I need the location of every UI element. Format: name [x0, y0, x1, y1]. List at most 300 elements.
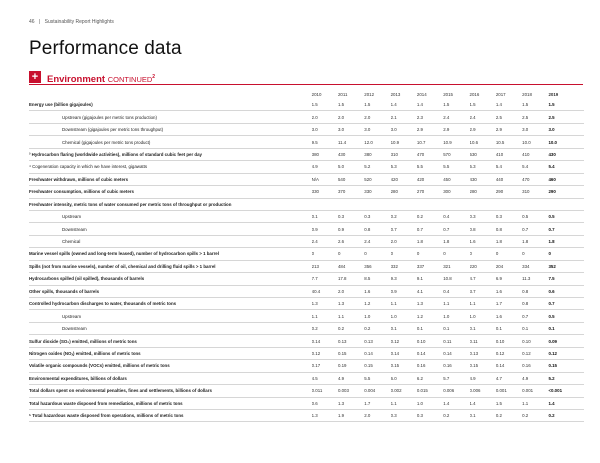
- value-cell: 280: [391, 186, 417, 198]
- value-cell: 0.12: [312, 347, 338, 359]
- value-cell: 5.5: [364, 372, 390, 384]
- value-cell: 1.1: [312, 310, 338, 322]
- value-cell: 484: [338, 260, 364, 272]
- value-cell: 0.2: [548, 409, 584, 421]
- value-cell: 0.14: [417, 347, 443, 359]
- value-cell: 0.3: [391, 409, 417, 421]
- value-cell: 1.3: [312, 298, 338, 310]
- value-cell: 2.4: [312, 235, 338, 247]
- value-cell: 1.4: [417, 99, 443, 111]
- value-cell: N/A: [312, 173, 338, 185]
- value-cell: 470: [522, 173, 548, 185]
- row-label: ⁵ Total hazardous waste disposed from operations, millions of metric tons: [29, 409, 312, 421]
- value-cell: 0.10: [522, 335, 548, 347]
- value-cell: 2.0: [364, 409, 390, 421]
- value-cell: 5.0: [338, 161, 364, 173]
- label-column-header: [29, 90, 312, 99]
- value-cell: 0.3: [417, 409, 443, 421]
- value-cell: 300: [443, 186, 469, 198]
- value-cell: [522, 198, 548, 210]
- value-cell: 5.4: [496, 161, 522, 173]
- row-label: Freshwater consumption, millions of cubic meters: [29, 186, 312, 198]
- value-cell: 1.0: [364, 310, 390, 322]
- value-cell: 1.6: [496, 285, 522, 297]
- value-cell: 4.9: [470, 372, 496, 384]
- value-cell: 2.5: [522, 111, 548, 123]
- table-row: [29, 198, 584, 210]
- value-cell: 330: [364, 186, 390, 198]
- value-cell: 0.3: [364, 210, 390, 222]
- value-cell: 0.8: [522, 285, 548, 297]
- year-header-2014: 2014: [416, 92, 427, 97]
- value-cell: 2.4: [364, 235, 390, 247]
- value-cell: 0.9: [338, 223, 364, 235]
- table-row: [29, 223, 584, 235]
- value-cell: 0.14: [391, 347, 417, 359]
- value-cell: 1.9: [338, 409, 364, 421]
- value-cell: 9.3: [391, 273, 417, 285]
- table-row: [29, 347, 584, 359]
- value-cell: [417, 198, 443, 210]
- table-row: [29, 397, 584, 409]
- row-label: ³ Hydrocarbon flaring (worldwide activities), millions of standard cubic feet per day: [29, 148, 312, 160]
- value-cell: 332: [391, 260, 417, 272]
- value-cell: 1.3: [338, 298, 364, 310]
- table-row: [29, 235, 584, 247]
- value-cell: 0.2: [338, 322, 364, 334]
- value-cell: 0.12: [522, 347, 548, 359]
- value-cell: 5.5: [417, 161, 443, 173]
- value-cell: 5.3: [391, 161, 417, 173]
- value-cell: 0.13: [364, 335, 390, 347]
- value-cell: 290: [496, 186, 522, 198]
- value-cell: 270: [417, 186, 443, 198]
- row-label: Other spills, thousands of barrels: [29, 285, 312, 297]
- year-header-2018: 2018: [522, 92, 532, 97]
- value-cell: 204: [496, 260, 522, 272]
- value-cell: 4.1: [417, 285, 443, 297]
- table-row: [29, 210, 584, 222]
- year-header-2017: 2017: [495, 92, 506, 97]
- year-header-2019: 2019: [548, 92, 559, 97]
- value-cell: 1.1: [470, 298, 496, 310]
- value-cell: 0.14: [364, 347, 390, 359]
- value-cell: 0.13: [338, 335, 364, 347]
- value-cell: 0.4: [443, 285, 469, 297]
- value-cell: 5.5: [443, 161, 469, 173]
- value-cell: 2.1: [391, 111, 417, 123]
- value-cell: 0.002: [391, 385, 417, 397]
- value-cell: 0.5: [522, 210, 548, 222]
- value-cell: 2.0: [338, 285, 364, 297]
- value-cell: 1.5: [470, 99, 496, 111]
- value-cell: 2.3: [417, 111, 443, 123]
- value-cell: 0.2: [312, 322, 338, 334]
- value-cell: 0.004: [364, 385, 390, 397]
- section-continued-label: CONTINUED: [107, 75, 153, 85]
- value-cell: 7.5: [548, 273, 584, 285]
- value-cell: 213: [312, 260, 338, 272]
- value-cell: 0.19: [338, 360, 364, 372]
- table-row: [29, 99, 584, 111]
- value-cell: 0.14: [312, 335, 338, 347]
- row-label: Controlled hydrocarbon discharges to water, thousands of metric tons: [29, 298, 312, 310]
- value-cell: 0.2: [391, 210, 417, 222]
- row-label: Upstream (gigajoules per metric tons production): [29, 111, 312, 123]
- value-cell: 570: [443, 148, 469, 160]
- value-cell: 0.9: [312, 223, 338, 235]
- value-cell: [496, 198, 522, 210]
- table-row: [29, 310, 584, 322]
- row-label: ⁴ Cogeneration capacity in which we have interest, gigawatts: [29, 161, 312, 173]
- value-cell: 450: [443, 173, 469, 185]
- value-cell: 0.4: [443, 210, 469, 222]
- value-cell: 0.7: [391, 223, 417, 235]
- value-cell: 470: [417, 148, 443, 160]
- value-cell: 440: [496, 173, 522, 185]
- value-cell: 1.6: [364, 285, 390, 297]
- value-cell: 0: [417, 248, 443, 260]
- value-cell: 0.7: [522, 223, 548, 235]
- value-cell: 10.0: [522, 136, 548, 148]
- value-cell: 0: [548, 248, 584, 260]
- value-cell: 4.9: [312, 161, 338, 173]
- value-cell: 0: [496, 248, 522, 260]
- value-cell: 420: [417, 173, 443, 185]
- table-row: [29, 273, 584, 285]
- value-cell: 1.0: [443, 310, 469, 322]
- table-row: [29, 409, 584, 421]
- value-cell: 2.0: [364, 111, 390, 123]
- value-cell: 1.5: [338, 99, 364, 111]
- value-cell: 4.9: [338, 372, 364, 384]
- value-cell: 0.1: [417, 322, 443, 334]
- expand-plus-icon[interactable]: +: [29, 71, 41, 83]
- value-cell: 0.011: [312, 385, 338, 397]
- performance-data-table: [29, 90, 584, 422]
- value-cell: 0: [338, 248, 364, 260]
- value-cell: 0.8: [496, 223, 522, 235]
- value-cell: [338, 198, 364, 210]
- value-cell: 1.1: [522, 397, 548, 409]
- value-cell: 0.3: [338, 210, 364, 222]
- value-cell: 2.9: [443, 123, 469, 135]
- value-cell: 0.2: [522, 409, 548, 421]
- value-cell: 0: [391, 248, 417, 260]
- value-cell: 5.4: [522, 161, 548, 173]
- value-cell: 0.09: [548, 335, 584, 347]
- value-cell: 1.3: [338, 397, 364, 409]
- value-cell: 0.13: [470, 347, 496, 359]
- value-cell: 0.16: [417, 360, 443, 372]
- value-cell: 0.2: [417, 210, 443, 222]
- table-row: [29, 186, 584, 198]
- value-cell: 0.7: [548, 223, 584, 235]
- value-cell: 2.4: [443, 111, 469, 123]
- value-cell: 0.8: [470, 223, 496, 235]
- value-cell: 1.4: [443, 397, 469, 409]
- value-cell: 0.1: [443, 322, 469, 334]
- value-cell: 0.7: [548, 298, 584, 310]
- value-cell: 3.0: [548, 123, 584, 135]
- table-row: [29, 148, 584, 160]
- value-cell: 0: [364, 248, 390, 260]
- value-cell: 1.3: [312, 409, 338, 421]
- row-label: Chemical: [29, 235, 312, 247]
- table-row: [29, 248, 584, 260]
- value-cell: 0: [470, 248, 496, 260]
- table-row: [29, 111, 584, 123]
- value-cell: 1.0: [391, 310, 417, 322]
- value-cell: 1.5: [496, 397, 522, 409]
- table-row: [29, 372, 584, 384]
- value-cell: 0.9: [391, 285, 417, 297]
- value-cell: 0.14: [496, 360, 522, 372]
- year-header-2010: 2010: [311, 92, 322, 97]
- value-cell: 0.16: [522, 360, 548, 372]
- year-header-2016: 2016: [469, 92, 480, 97]
- value-cell: 6.0: [391, 372, 417, 384]
- row-label: Total dollars spent on environmental penalties, fines and settlements, billions of dollars: [29, 385, 312, 397]
- value-cell: 0.5: [548, 210, 584, 222]
- value-cell: 0.6: [312, 397, 338, 409]
- value-cell: 0.3: [496, 210, 522, 222]
- value-cell: 1.8: [548, 235, 584, 247]
- section-title-text: Environment: [47, 74, 106, 86]
- value-cell: 10.0: [548, 136, 584, 148]
- value-cell: 2.6: [338, 235, 364, 247]
- value-cell: 1.5: [364, 99, 390, 111]
- value-cell: 10.7: [417, 136, 443, 148]
- row-label: Volatile organic compounds (VOCs) emitted, millions of metric tons: [29, 360, 312, 372]
- value-cell: 2.4: [470, 111, 496, 123]
- value-cell: 10.5: [496, 136, 522, 148]
- value-cell: 1.4: [496, 99, 522, 111]
- row-label: Upstream: [29, 210, 312, 222]
- row-label: Freshwater withdrawn, millions of cubic meters: [29, 173, 312, 185]
- value-cell: 520: [364, 173, 390, 185]
- value-cell: 0.7: [443, 223, 469, 235]
- value-cell: 0.1: [312, 210, 338, 222]
- value-cell: 8.5: [364, 273, 390, 285]
- value-cell: 0.14: [443, 347, 469, 359]
- value-cell: 1.0: [470, 310, 496, 322]
- value-cell: 0.1: [470, 322, 496, 334]
- row-label: Total hazardous waste disposed from remediation, millions of metric tons: [29, 397, 312, 409]
- row-label: Downstream: [29, 322, 312, 334]
- value-cell: 3.0: [391, 123, 417, 135]
- value-cell: 410: [522, 148, 548, 160]
- value-cell: 310: [522, 186, 548, 198]
- value-cell: 310: [391, 148, 417, 160]
- value-cell: 5.2: [548, 372, 584, 384]
- value-cell: 280: [470, 186, 496, 198]
- value-cell: 2.5: [496, 111, 522, 123]
- value-cell: 0.15: [548, 360, 584, 372]
- value-cell: 1.3: [417, 298, 443, 310]
- value-cell: 6.9: [496, 273, 522, 285]
- value-cell: 1.5: [312, 99, 338, 111]
- section-title: [47, 71, 155, 86]
- value-cell: 0.11: [443, 335, 469, 347]
- year-header-2012: 2012: [364, 92, 375, 97]
- value-cell: 420: [391, 173, 417, 185]
- value-cell: 220: [470, 260, 496, 272]
- value-cell: 1.7: [364, 397, 390, 409]
- row-label: Upstream: [29, 310, 312, 322]
- value-cell: [364, 198, 390, 210]
- year-header-2011: 2011: [337, 92, 348, 97]
- row-label: Sulfur dioxide (SO₂) emitted, millions of metric tons: [29, 335, 312, 347]
- value-cell: 337: [417, 260, 443, 272]
- value-cell: 1.1: [338, 310, 364, 322]
- value-cell: 4.9: [522, 372, 548, 384]
- value-cell: 0.001: [496, 385, 522, 397]
- report-title: Sustainability Report Highlights: [44, 19, 114, 25]
- value-cell: 1.8: [443, 235, 469, 247]
- value-cell: 380: [312, 148, 338, 160]
- value-cell: 5.7: [443, 372, 469, 384]
- value-cell: 5.2: [364, 161, 390, 173]
- value-cell: 1.1: [443, 298, 469, 310]
- value-cell: 5.4: [548, 161, 584, 173]
- table-row: [29, 322, 584, 334]
- value-cell: [443, 198, 469, 210]
- value-cell: 0.16: [443, 360, 469, 372]
- value-cell: 0.15: [338, 347, 364, 359]
- value-cell: 0.1: [391, 322, 417, 334]
- value-cell: 0.006: [443, 385, 469, 397]
- section-header-environment[interactable]: [29, 71, 583, 85]
- value-cell: 2.9: [417, 123, 443, 135]
- value-cell: 0.11: [470, 335, 496, 347]
- value-cell: 2.5: [548, 111, 584, 123]
- value-cell: 0.10: [496, 335, 522, 347]
- value-cell: 1.1: [391, 397, 417, 409]
- value-cell: 430: [470, 173, 496, 185]
- table-row: [29, 298, 584, 310]
- value-cell: 0.001: [522, 385, 548, 397]
- table-row: [29, 360, 584, 372]
- value-cell: 1.5: [522, 99, 548, 111]
- value-cell: 352: [548, 260, 584, 272]
- value-cell: 1.4: [391, 99, 417, 111]
- value-cell: 540: [338, 173, 364, 185]
- table-row: [29, 285, 584, 297]
- section-footnote-mark: 2: [152, 74, 156, 80]
- value-cell: 40.4: [312, 285, 338, 297]
- value-cell: 430: [548, 148, 584, 160]
- value-cell: 1.7: [496, 298, 522, 310]
- table-row: [29, 385, 584, 397]
- value-cell: 0.1: [522, 322, 548, 334]
- table-header-row: [29, 90, 584, 99]
- value-cell: 0.2: [364, 322, 390, 334]
- value-cell: 0: [522, 248, 548, 260]
- row-label: Downstream (gigajoules per metric tons throughput): [29, 123, 312, 135]
- value-cell: 1.2: [417, 310, 443, 322]
- row-label: Hydrocarbons spilled (oil spilled), thousands of barrels: [29, 273, 312, 285]
- value-cell: 0.12: [496, 347, 522, 359]
- value-cell: 530: [470, 148, 496, 160]
- value-cell: 3.7: [470, 285, 496, 297]
- value-cell: 1.5: [548, 99, 584, 111]
- value-cell: 0.8: [364, 223, 390, 235]
- value-cell: 0: [312, 248, 338, 260]
- value-cell: 3.0: [312, 123, 338, 135]
- value-cell: 17.8: [338, 273, 364, 285]
- value-cell: 1.4: [470, 397, 496, 409]
- value-cell: 0.17: [312, 360, 338, 372]
- value-cell: 0.15: [391, 360, 417, 372]
- value-cell: 10.9: [391, 136, 417, 148]
- value-cell: 0.8: [522, 298, 548, 310]
- value-cell: 0.1: [548, 322, 584, 334]
- value-cell: 0.5: [548, 310, 584, 322]
- row-label: Downstream: [29, 223, 312, 235]
- page-number: 46: [29, 19, 35, 25]
- value-cell: 1.6: [496, 310, 522, 322]
- value-cell: [391, 198, 417, 210]
- table-row: [29, 260, 584, 272]
- table-row: [29, 173, 584, 185]
- value-cell: 2.9: [496, 123, 522, 135]
- value-cell: 9.1: [417, 273, 443, 285]
- row-label: Spills (not from marine vessels), number of oil, chemical and drilling fluid spills > 1 barrel: [29, 260, 312, 272]
- value-cell: 1.1: [391, 298, 417, 310]
- value-cell: 0.7: [522, 310, 548, 322]
- value-cell: 1.8: [417, 235, 443, 247]
- table-row: [29, 161, 584, 173]
- value-cell: 3.0: [364, 123, 390, 135]
- value-cell: 0.15: [364, 360, 390, 372]
- value-cell: 2.0: [338, 111, 364, 123]
- value-cell: 0.12: [391, 335, 417, 347]
- value-cell: 0.15: [470, 360, 496, 372]
- value-cell: 1.6: [470, 235, 496, 247]
- row-label: Nitrogen oxides (NOₓ) emitted, millions of metric tons: [29, 347, 312, 359]
- table-row: [29, 123, 584, 135]
- value-cell: 1.5: [443, 99, 469, 111]
- value-cell: 0.12: [548, 347, 584, 359]
- value-cell: 0.006: [470, 385, 496, 397]
- value-cell: 334: [522, 260, 548, 272]
- page-title: Performance data: [29, 38, 182, 59]
- value-cell: 4.5: [312, 372, 338, 384]
- value-cell: 0.003: [338, 385, 364, 397]
- value-cell: 0: [443, 248, 469, 260]
- value-cell: 3.0: [338, 123, 364, 135]
- value-cell: 9.5: [312, 136, 338, 148]
- value-cell: 2.0: [312, 111, 338, 123]
- value-cell: 460: [548, 173, 584, 185]
- value-cell: 10.8: [443, 273, 469, 285]
- value-cell: 7.7: [312, 273, 338, 285]
- table-row: [29, 136, 584, 148]
- value-cell: 4.7: [496, 372, 522, 384]
- value-cell: 2.9: [470, 123, 496, 135]
- value-cell: [312, 198, 338, 210]
- value-cell: 380: [364, 148, 390, 160]
- value-cell: 11.3: [522, 273, 548, 285]
- value-cell: 0.2: [496, 409, 522, 421]
- value-cell: [470, 198, 496, 210]
- year-header-2015: 2015: [443, 92, 453, 97]
- row-label: Chemical (gigajoules per metric tons product): [29, 136, 312, 148]
- value-cell: 410: [496, 148, 522, 160]
- table-row: [29, 335, 584, 347]
- value-cell: 11.4: [338, 136, 364, 148]
